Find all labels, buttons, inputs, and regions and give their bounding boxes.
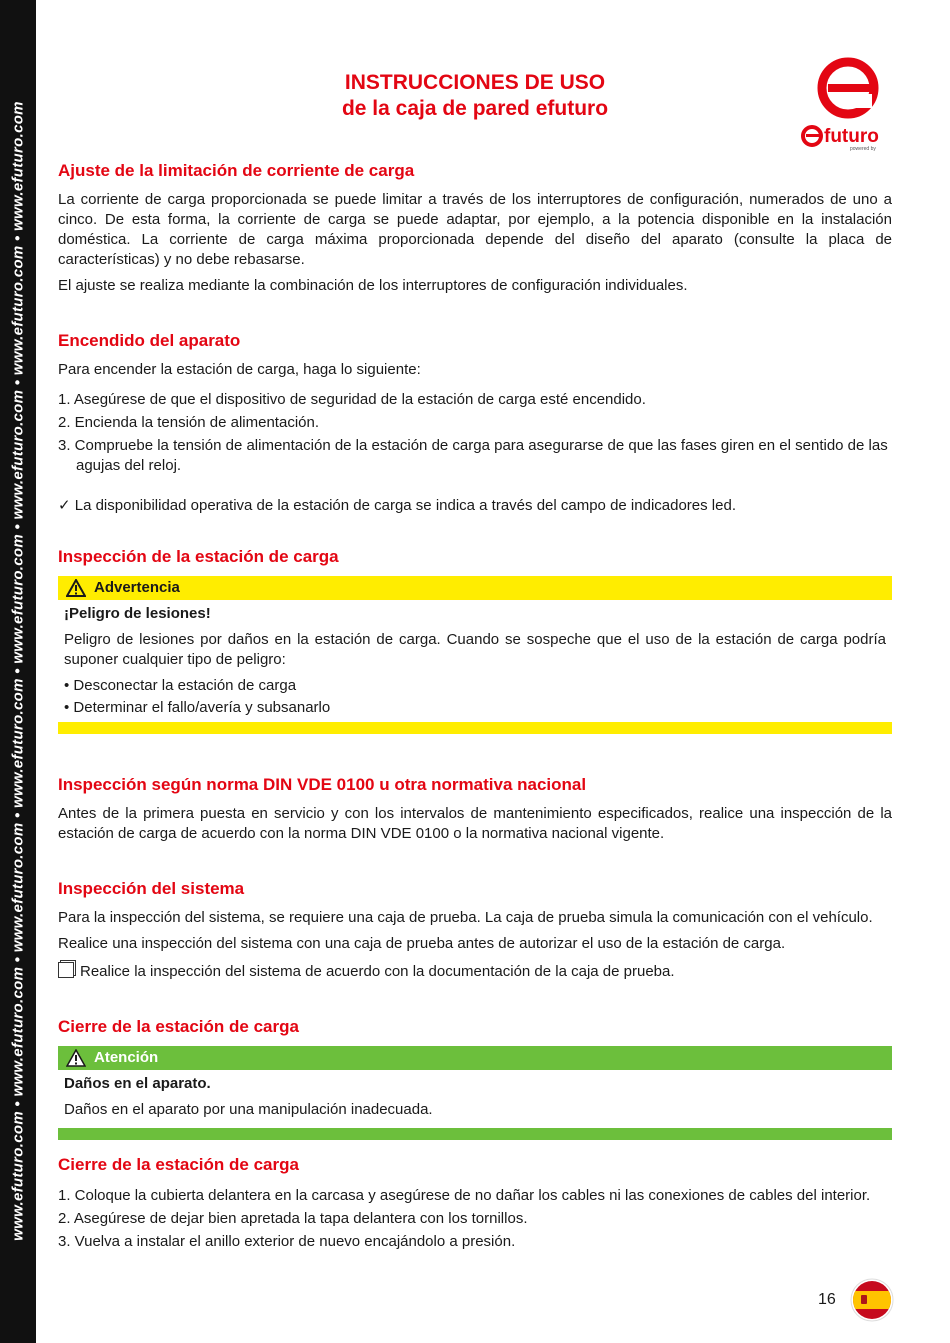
paragraph: Realice una inspección del sistema con una caja de prueba antes de autorizar el uso de la estación de carga. <box>58 935 786 952</box>
section-heading: Encendido del aparato <box>58 331 241 350</box>
logo-powered-by: powered by <box>850 146 876 152</box>
paragraph: Para encender la estación de carga, haga lo siguiente: <box>58 361 421 378</box>
list-item: 2. Encienda la tensión de alimentación. <box>58 414 320 431</box>
warning-callout-end <box>58 722 892 734</box>
section-heading: Inspección del sistema <box>58 879 245 898</box>
section-station-inspection <box>58 546 892 734</box>
result-line: ✓ La disponibilidad operativa de la estación de carga se indica a través del campo de indicadores led. <box>58 497 736 514</box>
title-line-2: de la caja de pared efuturo <box>341 97 609 120</box>
efuturo-logo <box>800 56 896 152</box>
list-item: • Determinar el fallo/avería y subsanarlo <box>64 699 331 716</box>
warning-callout-body <box>58 600 892 722</box>
section-system-inspection <box>58 878 892 982</box>
steps-list <box>58 390 892 476</box>
sidebar <box>0 0 36 1343</box>
paragraph: Antes de la primera puesta en servicio y con los intervalos de mantenimiento especificados, realice una inspección de la estación de carga de acuerdo con la norma DIN VDE 0100 o la normativa nacional vigente. <box>58 805 892 842</box>
callout-text: Peligro de lesiones por daños en la estación de carga. Cuando se sospeche que el uso de la estación de carga podría suponer cualquier tipo de peligro: <box>64 631 886 668</box>
spain-flag-icon <box>850 1278 894 1322</box>
section-heading: Inspección de la estación de carga <box>58 547 339 566</box>
warning-callout-bar <box>58 576 892 600</box>
list-item: • Desconectar la estación de carga <box>64 677 297 694</box>
attention-callout-bar <box>58 1046 892 1070</box>
section-current-limit <box>58 160 892 296</box>
document-reference <box>58 962 892 982</box>
callout-title: ¡Peligro de lesiones! <box>64 605 211 622</box>
list-item: 3. Vuelva a instalar el anillo exterior de nuevo encajándolo a presión. <box>58 1233 516 1250</box>
section-heading: Cierre de la estación de carga <box>58 1155 299 1174</box>
callout-text: Daños en el aparato por una manipulación inadecuada. <box>64 1101 433 1118</box>
section-power-on <box>58 330 892 516</box>
callout-label: Atención <box>94 1049 159 1066</box>
logo-wordmark: futuro <box>824 126 879 147</box>
attention-callout-end <box>58 1128 892 1140</box>
main-content <box>58 160 892 1274</box>
title-line-1: INSTRUCCIONES DE USO <box>344 71 606 94</box>
paragraph: El ajuste se realiza mediante la combinación de los interruptores de configuración individuales. <box>58 277 688 294</box>
list-item: 2. Asegúrese de dejar bien apretada la tapa delantera con los tornillos. <box>58 1210 528 1227</box>
document-icon <box>58 962 74 978</box>
section-heading: Inspección según norma DIN VDE 0100 u otra normativa nacional <box>58 775 587 794</box>
section-din-inspection <box>58 774 892 844</box>
paragraph: La corriente de carga proporcionada se puede limitar a través de los interruptores de configuración, numerados de uno a cinco. De esta forma, la corriente de carga se puede adaptar, por ejemplo, a la potencia disponible en la instalación doméstica. La corriente de carga máxima proporcionada depende del diseño del aparato (consulte la placa de características) y no debe rebasarse. <box>58 191 892 268</box>
callout-label: Advertencia <box>94 579 180 596</box>
page-title <box>290 70 660 122</box>
section-heading: Cierre de la estación de carga <box>58 1017 299 1036</box>
list-item: 1. Coloque la cubierta delantera en la carcasa y asegúrese de no dañar los cables ni las conexiones de cables del interior. <box>58 1187 871 1204</box>
page-number: 16 <box>818 1291 836 1308</box>
sidebar-url-text: www.efuturo.com • www.efuturo.com • www.efuturo.com • www.efuturo.com • www.efuturo.com • www.efuturo.com • www.efuturo.com • www.efuturo.com <box>9 101 27 1241</box>
steps-list <box>58 1186 892 1252</box>
list-item: 1. Asegúrese de que el dispositivo de seguridad de la estación de carga esté encendido. <box>58 391 646 408</box>
section-closing-notice <box>58 1016 892 1140</box>
attention-callout-body <box>58 1070 892 1128</box>
warning-triangle-icon <box>66 579 86 597</box>
callout-bullets <box>64 676 886 718</box>
callout-title: Daños en el aparato. <box>64 1075 211 1092</box>
paragraph: Para la inspección del sistema, se requiere una caja de prueba. La caja de prueba simula la comunicación con el vehículo. <box>58 909 873 926</box>
document-reference-text: Realice la inspección del sistema de acuerdo con la documentación de la caja de prueba. <box>80 963 675 980</box>
section-heading: Ajuste de la limitación de corriente de carga <box>58 161 415 180</box>
section-closing-steps <box>58 1154 892 1252</box>
list-item: 3. Compruebe la tensión de alimentación de la estación de carga para asegurarse de que las fases giren en el sentido de las agujas del reloj. <box>58 437 888 474</box>
warning-triangle-icon <box>66 1049 86 1067</box>
